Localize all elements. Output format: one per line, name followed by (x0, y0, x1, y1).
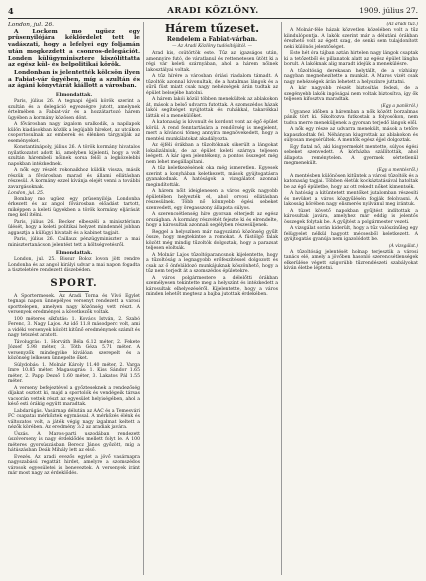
paragraph: A Molnár-féle házak közvetlen közelében volt a tűz kiindulópontja. A lakók szerint már a délutáni órákban érezhető volt az égett szag, de senki sem tulajdonított neki különös jelentőséget. (284, 28, 418, 50)
article-subtitle: Rendelem a Fabiat-várban. (166, 36, 258, 43)
column-1 (8, 22, 140, 577)
paragraph: 100 méteres síkfutás: 1. Kovács István, 2. Szabó Ferenc, 3. Nagy Lajos. Az idő 11.8 másodperc volt, ami a vidéki versenyek között kitűnő eredménynek számít és nagy tetszést aratott. (8, 316, 140, 339)
section-label: Elmondattak. (55, 92, 93, 99)
section-label: Elmondattak. (55, 250, 93, 257)
dateline: London, jul. 26. (8, 22, 54, 28)
paragraph: A tűz keletkezésének oka még ismeretlen. Egyesek szerint a konyhában keletkezett, mások gyújtogatásra gyanakodnak. A hatóságok a vizsgálatot azonnal megindították. (146, 166, 278, 188)
paragraph: A szerencsétlenség híre gyorsan elterjedt az egész országban. A kormány részvétét fejezte ki és elrendelte, hogy a károsultak azonnali segélyben részesüljenek. (146, 212, 278, 228)
column-2 (146, 22, 278, 577)
page-header (8, 6, 418, 18)
paragraph: A Molnár Lajos tűzoltóparancsnok kijelentette, hogy a tűzoltóság a legnagyobb erőfeszítéssel dolgozott és csak az ő önfeláldozó munkájuknak köszönhető, hogy a tűz nem terjedt át a szomszédos épületekre. (146, 252, 278, 274)
newspaper-title: ARADI KÖZLÖNY. (167, 6, 259, 16)
paragraph: Labdarúgás. Vasárnap délután az AAC és a Temesvári FC csapatai mérkőztek egymással. A mérkőzés élénk és változatos volt, a játék végig nagy izgalmat keltett a nézők körében. Az eredmény 3:2 az aradiak javára. (8, 408, 140, 431)
paragraph: A tüzet követő napokban gyűjtést indítottak a károsultak javára, amelyhez már eddig is jelentős összegek folytak be. A gyűjtést a polgármester vezeti. (284, 208, 418, 225)
section-tag: (Az aradi tűz.) (386, 22, 418, 27)
paragraph: A tűzoltóság jelentését holnap terjesztik a városi tanács elé, amely a jövőben hasonló szerencsétlenségek elkerülése végett szigorúbb tűzrendészeti szabályokat kíván életbe léptetni. (284, 249, 418, 271)
paragraph: A hárem lakói közül többen menekültek az ablakokon át, mások a belső udvarra futottak. A szomszédos házak lakói segítséget nyújtottak és ruhákkal, takarókkal látták el a menekülőket. (146, 97, 278, 119)
top-article (8, 22, 140, 90)
paragraph: A fővárosban nagy izgalom uralkodik, a napilapok külön kiadásokban közlik a legújabb híreket, az utcákon csoportosulnak az emberek és élénken tárgyalják az eseményeket. (8, 122, 140, 144)
paragraph: London, jul. 25. Bissur Boloz lovon jött rendre Londonba és az angol királyi udvar a mai napon fogadta a tiszteletére rendezett díszebéden. (8, 257, 140, 274)
paragraph: Bombay mo ugüez egy prüsenyilója Londonba érkezett és az angol fővárosban előadást tartott, miképpen a keleti ügyekben a török kormány eljárását meg kell ítélni. (8, 196, 140, 219)
paragraph: Paris, július 26. Becker elbeszéli a minisztérium ülését, hogy a keleti politikai helyzet mindennél jobban aggasztja a külügyi hivatalt és a kabinet tagjait. (8, 219, 140, 236)
header-rule (8, 18, 418, 19)
paragraph: A hatóság a kitüntetett mentőket jutalomban részesíti és nevüket a város közgyűlésén fogják felolvasni. A lakosság körében nagy elismerés nyilvánul meg irántuk. (284, 191, 418, 207)
paragraph: Arad kis, csütörtök este. Tűz az igazságos után, amennyire futó, de váratlanul és rettenetesen ütött ki a régi vár keleti szárnyában, ahol a hárem nőinek lakosztályai voltak. (146, 51, 278, 73)
paragraph: Az éjféli órákban a tűzoltóknak sikerült a lángokat lokalizálniuk, de az épület keleti szárnya teljesen leégett. A kár igen jelentékeny, a pontos összeget még nem lehet megállapítani. (146, 143, 278, 165)
section-tag: (Egy a panikról.) (380, 103, 418, 109)
paragraph: Paris, július 26. Caillaux pénzügyminiszter a mai minisztertanácson jelentést tett a költségvetésről. (8, 237, 140, 248)
article-headline: Hárem tűzeset. (164, 22, 260, 35)
paragraph: Paris, július 26. A tegnapi éjjeli körök szerint a szultán és a delegáció egyezségre jutott, amelynek értelmében a Fabiat-vár és a hozzátartozó hárem ügyében a kormány közösen dönt. (8, 99, 140, 121)
section-tag: (Egy a mentésről.) (376, 167, 418, 173)
paragraph: Reggel a helyszínen már nagyszámú közönség gyűlt össze, hogy megtekintse a romokat. A füstölgő falak között még mindig tűzoltók dolgoztak, hogy a parazsat teljesen eloltsák. (146, 229, 278, 251)
paragraph: Súlydobás: 1. Molnár Károly 11.40 méter, 2. Varga Imre 10.85 méter. Magasugrás: 1. Kiss Sándor 1.65 méter, 2. Papp Dezső 1.60 méter, 3. Lakatos Pál 1.55 méter. (8, 362, 140, 385)
page-number: 4 (8, 6, 14, 16)
paragraph: Távolugrás: 1. Horváth Béla 6.12 méter, 2. Fekete József 5.98 méter, 3. Tóth Géza 5.71 méter. A versenyzők mindegyike kiválóan szerepelt és a közönség lelkesen ünnepelte őket. (8, 339, 140, 362)
paragraph: Konstantinápoly, július 26. A török kormány hivatalos nyilatkozatot adott ki, amelyben kijelenti, hogy a volt szultán hárembeli nőinek sorsa felől a legközelebbi napokban intézkednek. (8, 145, 140, 167)
issue-date: 1909. július 27. (359, 6, 418, 15)
paragraph: Egy fiatal nő, aki kisgyermekét mentette, súlyos égési sebeket szenvedett. A kórházba szállították, ahol állapota reménytelen. A gyermek sértetlenül megmenekült. (284, 144, 418, 166)
paragraph: A vizsgálat során kiderült, hogy a tűz valószínűleg egy felügyelet nélkül hagyott mécsesből keletkezett. A gyújtogatás gyanúja nem igazolódott be. (284, 226, 418, 242)
column-divider (143, 22, 144, 575)
paragraph: A kár nagyobb részét biztosítás fedezi, de a szegényebb lakók ingóságai nem voltak biztosítva, így ők teljesen kifosztva maradtak. (284, 86, 418, 102)
paragraph: Londonban is jelentették kölcsön ilyen a Fabiat-vár ügyében, míg a szultán és az ágáni könyvtárát kiállott a városban. (8, 69, 140, 90)
paragraph: A mentésben különösen kitűntek a városi tűzoltók és a katonaság tagjai. Többen életük kockáztatásával hatoltak be az égő épületbe, hogy az ott rekedt nőket kimentsék. (284, 173, 418, 190)
paragraph: A katonaság is kivonult és kordont vont az égő épület körül. A rend fenntartására a rendőrség is megjelent, mert a kíváncsi tömeg annyira megnövekedett, hogy a mentési munkálatokat akadályozta. (146, 120, 278, 142)
paragraph: A Sportermesek. Az Aradi Torna és Vívó Egylet tegnapi napon ünnepélyes versenyt rendezett a városi sporttelepen, amelyen nagy közönség vett részt. A versenyek eredményei a következők voltak. (8, 293, 140, 316)
paragraph: A tűz hírére a városban óriási riadalom támadt. A tűzoltók azonnal kivonultak, de a hatalmas lángok és a sűrű füst miatt csak nagy nehézségek árán tudtak az épület belsejébe hatolni. (146, 74, 278, 96)
section-tag: (A vizsgálat.) (388, 243, 418, 249)
paragraph: A nők egy részét rokonaikhoz küldik vissza, másik részük a fővárosban marad és állami ellátásban részesül. A kormány ezzel kívánja elejét venni a további zavargásoknak. (8, 168, 140, 190)
column-3 (284, 22, 418, 577)
sport-rule (59, 291, 89, 292)
paragraph: Este hét óra tájban aztán hirtelen nagy lángok csaptak ki a tetőzetből és pillanatok alatt az egész épület lángba borult. A lakóknak alig maradt idejük a menekülésre. (284, 51, 418, 67)
paragraph: A verseny befejeztével a győzteseknek a rendezőség díjakat osztott ki, majd a sportolók és vendégeik társas vacsorán vettek részt az egyesület helyiségében, ahol a késő esti órákig együtt maradtak. (8, 385, 140, 408)
paragraph: Evezés. Az aradi evezős egylet a jövő vasárnapra nagyszabású regattát hirdet, amelyre a szomszédos városok egyesületei is beneveztek. A versenyek iránt már most nagy az érdeklődés. (8, 454, 140, 477)
column-divider (281, 22, 282, 575)
sport-heading: SPORT. (50, 277, 98, 289)
dateline: London, jul. 25. (8, 191, 45, 197)
paragraph: A város polgármestere a délelőtti órákban személyesen tekintette meg a helyszínt és intézkedett a károsultak elhelyezéséről. Kijelentette, hogy a város minden lehetőt megtesz a bajba jutottak érdekében. (146, 275, 278, 297)
paragraph: Úszás. A Maros-parti uszodában rendezett úszóverseny is nagy érdeklődés mellett folyt le. A 100 méteres gyorsúszásban Berecz János győzött, míg a hátúszásban Deák Mihály lett az első. (8, 431, 140, 454)
paragraph: A tűzoltóság derekasan helytállt, de a vízhiány nagyban megnehezítette a munkát. A Maros vizét csak nagy nehézségek árán lehetett a helyszínre juttatni. (284, 68, 418, 85)
paragraph: A hárem nőit ideiglenesen a város egyik nagyobb épületében helyezték el, ahol orvosi ellátásban részesülnek. Több nő könnyebb égési sebeket szenvedett, egy öregasszony állapota súlyos. (146, 189, 278, 211)
paragraph: A nők egy része az udvarra menekült, mások a tetőre kapaszkodtak fel. Néhányan kiugrottak az ablakokon és súlyosan megsérültek. A mentők egész éjjel dolgoztak. (284, 127, 418, 143)
paragraph: A Lockem mo ugüez egy prüsenyilójára kéklördelet tett le vadászati, hogy a lefelyei egy foljamán után mogkezdett a csonros-delegációt. Londen külügyminisztere kiszólíttatta az egész kül- és belpolitikai körök. (8, 28, 140, 69)
paragraph: Ugyanez időben a háremban a nők között borzalmas pánik tört ki. Sikoltozva futkostak a folyosókon, nem tudva merre meneküljenek a gyorsan terjedő lángok elől. (284, 109, 418, 126)
article-credit: — Az Aradi Közlöny tudósítójától. — (171, 44, 253, 49)
